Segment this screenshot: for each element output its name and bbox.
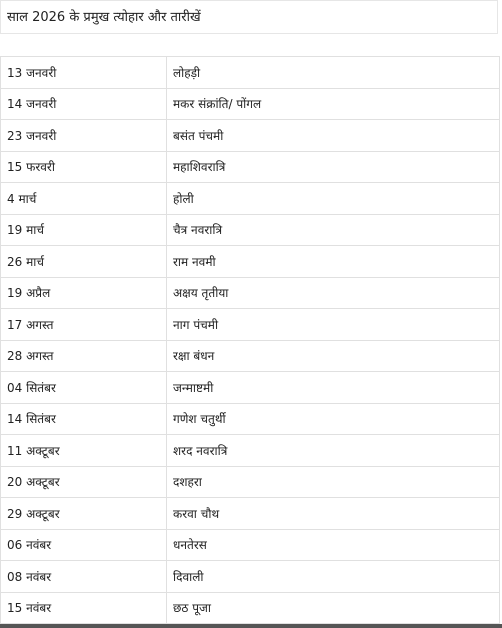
festival-cell: लोहड़ी [167,57,500,89]
date-cell: 11 अक्टूबर [1,435,167,467]
date-cell: 29 अक्टूबर [1,498,167,530]
table-row [1,120,500,152]
festival-cell: धनतेरस [167,529,500,561]
date-cell: 06 नवंबर [1,529,167,561]
date-cell: 15 नवंबर [1,592,167,624]
table-row [1,340,500,372]
table-row [1,277,500,309]
festival-cell: अक्षय तृतीया [167,277,500,309]
table-row [1,592,500,624]
table-row [1,435,500,467]
festival-table [0,56,500,624]
festival-cell: मकर संक्रांति/ पोंगल [167,88,500,120]
date-cell: 26 मार्च [1,246,167,278]
date-cell: 17 अगस्त [1,309,167,341]
bottom-divider [0,624,502,628]
page-title: साल 2026 के प्रमुख त्योहार और तारीखें [0,0,498,34]
table-row [1,561,500,593]
table-row [1,57,500,89]
table-row [1,183,500,215]
date-cell: 04 सितंबर [1,372,167,404]
festival-cell: नाग पंचमी [167,309,500,341]
festival-cell: महाशिवरात्रि [167,151,500,183]
table-row [1,498,500,530]
table-row [1,529,500,561]
festival-cell: करवा चौथ [167,498,500,530]
date-cell: 19 अप्रैल [1,277,167,309]
festival-cell: जन्माष्टमी [167,372,500,404]
date-cell: 13 जनवरी [1,57,167,89]
festival-cell: दिवाली [167,561,500,593]
date-cell: 14 सितंबर [1,403,167,435]
festival-cell: दशहरा [167,466,500,498]
festival-cell: गणेश चतुर्थी [167,403,500,435]
table-row [1,246,500,278]
table-row [1,372,500,404]
table-row [1,403,500,435]
date-cell: 08 नवंबर [1,561,167,593]
festival-cell: चैत्र नवरात्रि [167,214,500,246]
date-cell: 19 मार्च [1,214,167,246]
festival-cell: बसंत पंचमी [167,120,500,152]
festival-table-body [1,57,500,624]
festival-cell: होली [167,183,500,215]
date-cell: 20 अक्टूबर [1,466,167,498]
date-cell: 23 जनवरी [1,120,167,152]
date-cell: 28 अगस्त [1,340,167,372]
table-row [1,466,500,498]
date-cell: 14 जनवरी [1,88,167,120]
date-cell: 15 फरवरी [1,151,167,183]
table-row [1,88,500,120]
date-cell: 4 मार्च [1,183,167,215]
table-row [1,151,500,183]
table-row [1,309,500,341]
table-row [1,214,500,246]
festival-cell: छठ पूजा [167,592,500,624]
festival-cell: शरद नवरात्रि [167,435,500,467]
festival-cell: रक्षा बंधन [167,340,500,372]
festival-cell: राम नवमी [167,246,500,278]
